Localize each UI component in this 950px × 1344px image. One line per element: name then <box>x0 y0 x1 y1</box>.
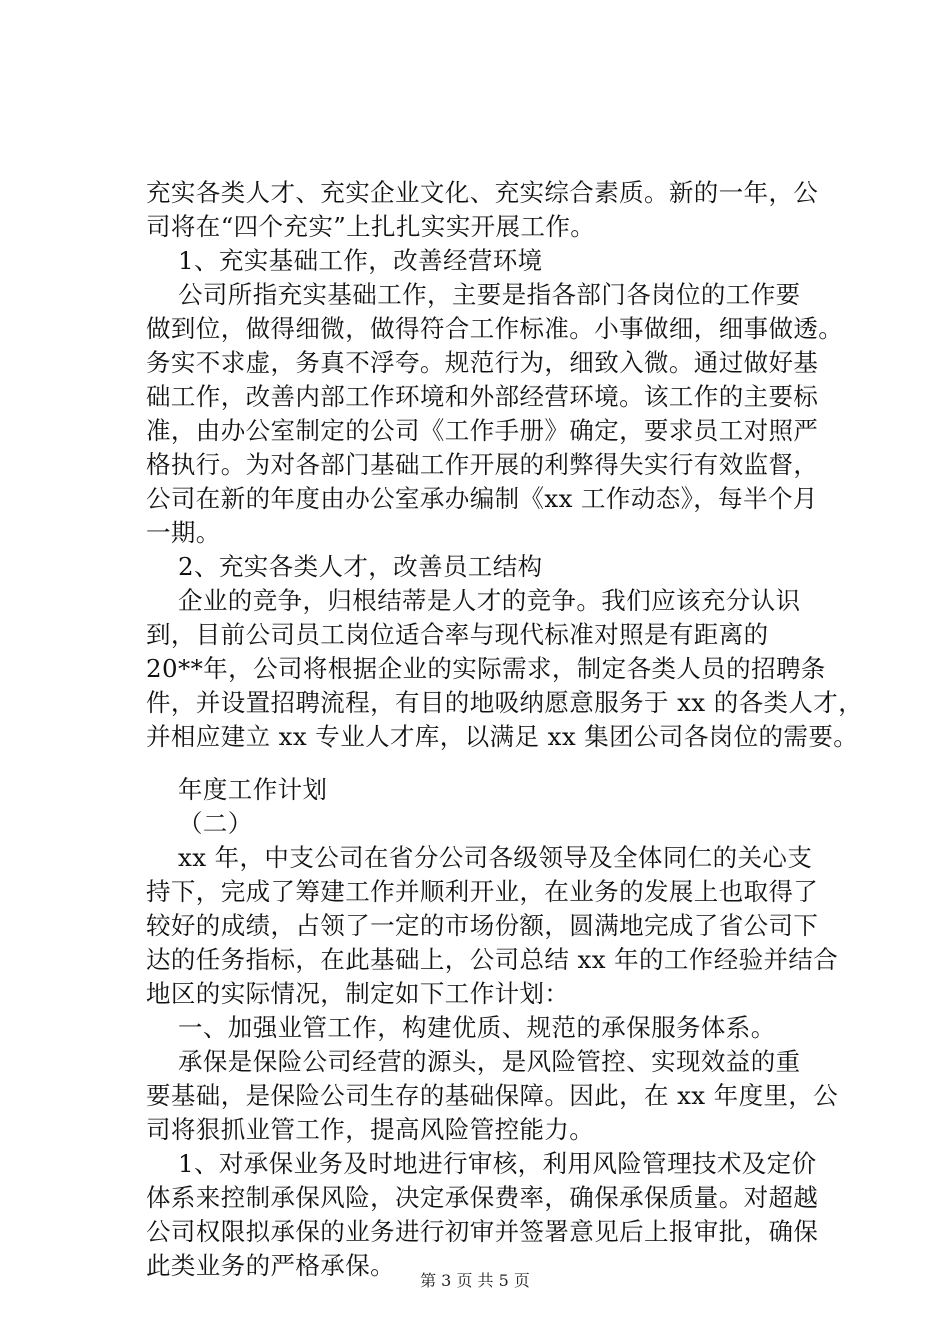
body-text-line: 达的任务指标，在此基础上，公司总结 xx 年的工作经验并结合 <box>146 945 839 974</box>
body-text-line: 企业的竞争，归根结蒂是人才的竞争。我们应该充分认识 <box>178 586 801 615</box>
body-text-line: 持下，完成了筹建工作并顺利开业，在业务的发展上也取得了 <box>146 877 819 906</box>
body-text-line: 1、对承保业务及时地进行审核，利用风险管理技术及定价 <box>178 1149 817 1178</box>
body-text-line: 并相应建立 xx 专业人才库，以满足 xx 集团公司各岗位的需要。 <box>146 722 859 751</box>
body-text-line: 务实不求虚，务真不浮夸。规范行为，细致入微。通过做好基 <box>146 348 819 377</box>
page-number-footer: 第 3 页 共 5 页 <box>420 1271 530 1290</box>
body-text-line: 20**年，公司将根据企业的实际需求，制定各类人员的招聘条 <box>146 654 826 683</box>
body-text-line: 到，目前公司员工岗位适合率与现代标准对照是有距离的 <box>146 620 769 649</box>
body-text-line: 承保是保险公司经营的源头，是风险管控、实现效益的重 <box>178 1047 801 1076</box>
body-text-line: 司将在“四个充实”上扎扎实实开展工作。 <box>146 212 596 241</box>
body-text-line: 格执行。为对各部门基础工作开展的利弊得失实行有效监督， <box>146 450 819 479</box>
body-text-line: 做到位，做得细微，做得符合工作标准。小事做细，细事做透。 <box>146 314 844 343</box>
body-text-line: 司将狠抓业管工作，提高风险管控能力。 <box>146 1115 595 1144</box>
body-text-line: 一期。 <box>146 518 221 547</box>
body-text-line: 公司在新的年度由办公室承办编制《xx 工作动态》，每半个月 <box>146 484 818 513</box>
body-text-line: 体系来控制承保风险，决定承保费率，确保承保质量。对超越 <box>146 1183 819 1212</box>
body-text-line: 较好的成绩，占领了一定的市场份额，圆满地完成了省公司下 <box>146 911 819 940</box>
body-text-line: 公司权限拟承保的业务进行初审并签署意见后上报审批，确保 <box>146 1217 819 1246</box>
body-text-line: 础工作，改善内部工作环境和外部经营环境。该工作的主要标 <box>146 382 819 411</box>
section-heading: 一、加强业管工作，构建优质、规范的承保服务体系。 <box>178 1013 776 1042</box>
document-subtitle: （二） <box>178 809 253 838</box>
body-text-line: xx 年，中支公司在省分公司各级领导及全体同仁的关心支 <box>178 843 813 872</box>
document-title: 年度工作计划 <box>178 775 328 804</box>
body-text-line: 此类业务的严格承保。 <box>146 1251 395 1280</box>
body-text-line: 要基础，是保险公司生存的基础保障。因此，在 xx 年度里，公 <box>146 1081 839 1110</box>
body-text-line: 准，由办公室制定的公司《工作手册》确定，要求员工对照严 <box>146 416 819 445</box>
body-text-line: 件，并设置招聘流程，有目的地吸纳愿意服务于 xx 的各类人才， <box>146 688 864 717</box>
section-heading: 1、充实基础工作，改善经营环境 <box>178 246 543 275</box>
body-text-line: 地区的实际情况，制定如下工作计划： <box>146 979 570 1008</box>
section-heading: 2、充实各类人才，改善员工结构 <box>178 552 543 581</box>
body-text-line: 充实各类人才、充实企业文化、充实综合素质。新的一年，公 <box>146 178 819 207</box>
body-text-line: 公司所指充实基础工作，主要是指各部门各岗位的工作要 <box>178 280 801 309</box>
